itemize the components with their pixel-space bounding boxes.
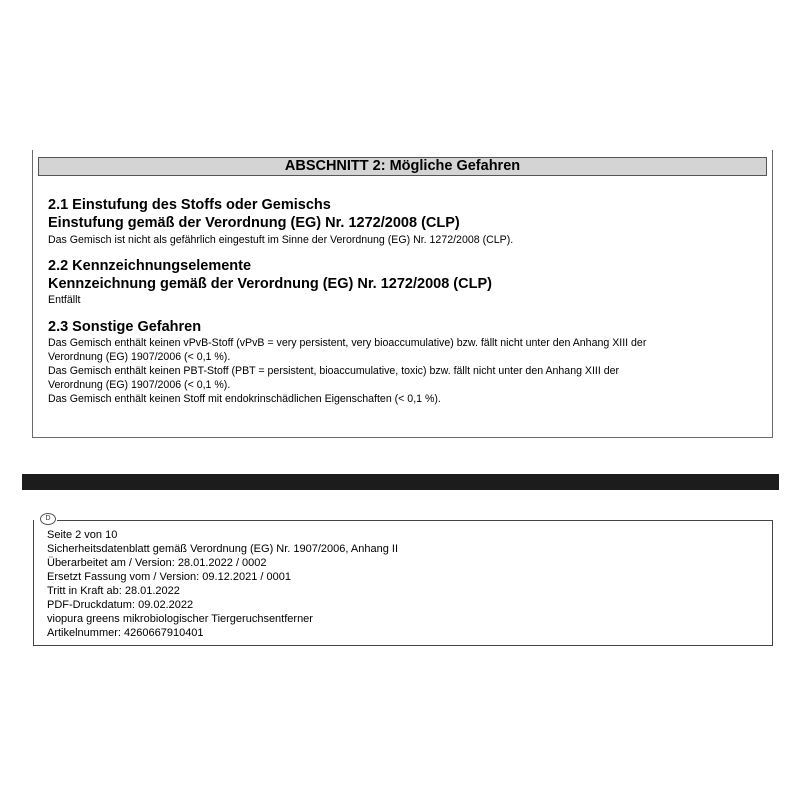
heading-2-2: 2.2 Kennzeichnungselemente (48, 258, 252, 274)
footer-page-number: Seite 2 von 10 (47, 529, 118, 541)
country-badge-icon: D (40, 513, 56, 525)
heading-2-3: 2.3 Sonstige Gefahren (48, 319, 202, 335)
text-2-2: Entfällt (48, 294, 81, 306)
text-2-3-line: Das Gemisch enthält keinen Stoff mit endokrinschädlichen Eigenschaften (< 0,1 %). (48, 393, 441, 405)
text-2-3-line: Verordnung (EG) 1907/2006 (< 0,1 %). (48, 351, 231, 363)
text-2-3-line: Das Gemisch enthält keinen vPvB-Stoff (vPvB = very persistent, very bioaccumulative) bzw. fällt nicht unter den Anhang XIII der (48, 337, 647, 349)
footer-line: PDF-Druckdatum: 09.02.2022 (47, 599, 194, 611)
subheading-2-2: Kennzeichnung gemäß der Verordnung (EG) Nr. 1272/2008 (CLP) (48, 276, 492, 292)
section-header: ABSCHNITT 2: Mögliche Gefahren (38, 157, 767, 176)
subheading-2-1: Einstufung gemäß der Verordnung (EG) Nr. 1272/2008 (CLP) (48, 215, 460, 231)
heading-2-1: 2.1 Einstufung des Stoffs oder Gemischs (48, 197, 331, 213)
footer-line: Tritt in Kraft ab: 28.01.2022 (47, 585, 180, 597)
text-2-3-line: Das Gemisch enthält keinen PBT-Stoff (PBT = persistent, bioaccumulative, toxic) bzw. fällt nicht unter den Anhang XIII der (48, 365, 620, 377)
footer-top-rule (57, 520, 773, 521)
footer-line: Überarbeitet am / Version: 28.01.2022 / 0002 (47, 557, 267, 569)
page-divider-bar (22, 474, 779, 490)
footer-product-name: viopura greens mikrobiologischer Tiergeruchsentferner (47, 613, 313, 625)
text-2-3-line: Verordnung (EG) 1907/2006 (< 0,1 %). (48, 379, 231, 391)
text-2-1: Das Gemisch ist nicht als gefährlich eingestuft im Sinne der Verordnung (EG) Nr. 1272/2008 (CLP). (48, 234, 514, 246)
footer-line: Ersetzt Fassung vom / Version: 09.12.2021 / 0001 (47, 571, 291, 583)
footer-line: Sicherheitsdatenblatt gemäß Verordnung (EG) Nr. 1907/2006, Anhang II (47, 543, 399, 555)
footer-article-number: Artikelnummer: 4260667910401 (47, 627, 204, 639)
